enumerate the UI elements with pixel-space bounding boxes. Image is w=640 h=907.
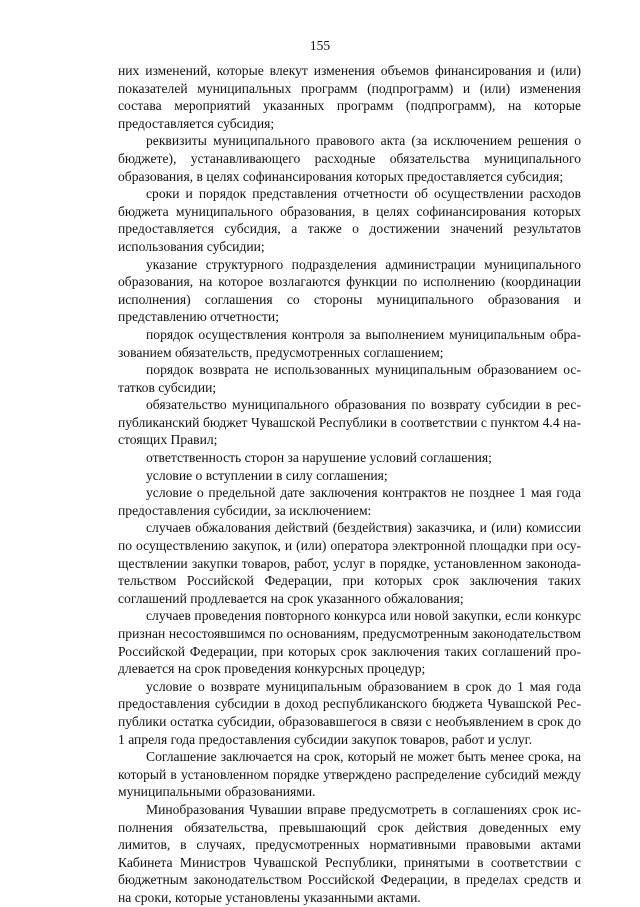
paragraph-balance-return: условие о возврате муниципальным образованием в срок до 1 мая года предоставления субсидии в доход республиканского бюджета Чувашской Республики остатка субсидии, образовавшегося в связи с необъявлением в срок до 1 апреля года предоставления субсидии закупок товаров, работ и услуг. xyxy=(118,678,581,747)
paragraph-exception-retender: случаев проведения повторного конкурса или новой закупки, если конкурс признан несостоявшимся по основаниям, предусмотренным законодательством Российской Федерации, при которых срок заключения таких соглашений продлевается на срок проведения конкурсных процедур; xyxy=(118,608,581,677)
document-body xyxy=(118,62,581,907)
paragraph-return-procedure: порядок возврата не использованных муниципальным образованием остатков субсидии; xyxy=(118,362,581,395)
paragraph-control-procedure: порядок осуществления контроля за выполнением муниципальным образованием обязательств, предусмотренных соглашением; xyxy=(118,326,581,360)
paragraph-entry-into-force: условие о вступлении в силу соглашения; xyxy=(146,467,388,483)
paragraph-liability: ответственность сторон за нарушение условий соглашения; xyxy=(146,450,492,466)
paragraph-return-obligation: обязательство муниципального образования по возврату субсидии в республиканский бюджет Чувашской Республики в соответствии с пунктом 4.4 настоящих Правил; xyxy=(118,397,581,448)
paragraph-exception-appeal: случаев обжалования действий (бездействия) заказчика, и (или) комиссии по осуществлению закупок, и (или) оператора электронной площадки при осуществлении закупки товаров, работ, услуг в порядке, установленном законодательством Российской Федерации, при которых срок заключения таких соглашений продлевается на срок указанного обжалования; xyxy=(118,520,581,606)
paragraph-ministry-right: Минобразования Чувашии вправе предусмотреть в соглашениях срок исполнения обязательства, превышающий срок действия доведенных ему лимитов, в случаях, предусмотренных нормативными правовыми актами Кабинета Министров Чувашской Республики, принятыми в соответствии с бюджетным законодательством Российской Федерации, в пределах средств и на сроки, которые установлены указанными актами. xyxy=(118,801,581,905)
paragraph-agreement-term: Соглашение заключается на срок, который не может быть менее срока, на который в установленном порядке утверждено распределение субсидий между муниципальными образованиями. xyxy=(118,749,581,800)
paragraph-continuation: них изменений, которые влекут изменения объемов финансирования и (или) показателей муниципальных программ (подпрограмм) и (или) изменения состава мероприятий указанных программ (подпрограмм), на которые предоставляется субсидия; xyxy=(118,63,581,131)
paragraph-responsible-unit: указание структурного подразделения администрации муниципального образования, на которое возлагаются функции по исполнению (координации исполнения) соглашения со стороны муниципального образования и представлению отчетности; xyxy=(118,256,581,325)
page-number: 155 xyxy=(309,38,331,53)
paragraph-contract-deadline: условие о предельной дате заключения контрактов не позднее 1 мая года предоставления субсидии, за исключением: xyxy=(118,485,581,518)
paragraph-reporting-terms: сроки и порядок представления отчетности об осуществлении расходов бюджета муниципального образования, в целях софинансирования которых предоставляется субсидия, а также о достижении значений результатов использования субсидии; xyxy=(118,186,581,254)
paragraph-legal-act-details: реквизиты муниципального правового акта (за исключением решения о бюджете), устанавливающего расходные обязательства муниципального образования, в целях софинансирования которых предоставляется субсидия; xyxy=(118,133,581,184)
